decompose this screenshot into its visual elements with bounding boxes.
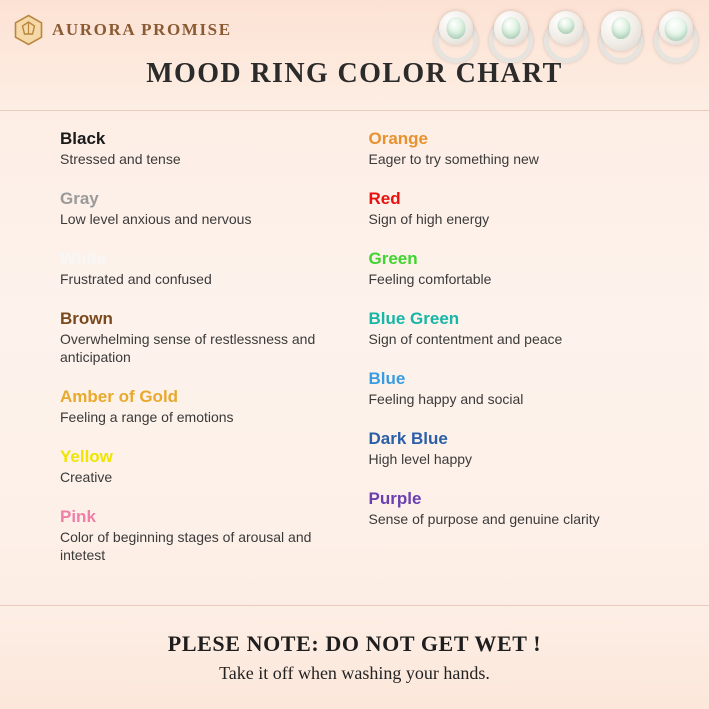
color-name: Pink (60, 507, 96, 526)
color-name: Yellow (60, 447, 113, 466)
color-list (0, 111, 709, 597)
color-name: Gray (60, 189, 99, 208)
color-meaning: Frustrated and confused (60, 271, 212, 287)
color-entry (60, 387, 345, 426)
brand (14, 14, 232, 46)
color-meaning: Eager to try something new (368, 151, 539, 167)
page-header (0, 0, 709, 111)
color-name: Blue Green (368, 309, 460, 328)
color-name: Green (368, 249, 418, 268)
color-meaning: Overwhelming sense of restlessness and anticipation (60, 331, 316, 365)
ring-photo-5 (652, 3, 701, 65)
color-meaning: Creative (60, 469, 113, 485)
hexagon-gem-icon (14, 14, 43, 46)
footer-note (0, 605, 709, 709)
color-entry (369, 429, 690, 468)
color-entry (60, 249, 345, 288)
color-meaning: Feeling happy and social (368, 391, 524, 407)
color-name: White (60, 249, 107, 268)
note-heading: PLESE NOTE: DO NOT GET WET ! (167, 631, 542, 656)
color-meaning: Stressed and tense (60, 151, 181, 167)
color-name: Amber of Gold (60, 387, 179, 406)
color-meaning: Sign of high energy (368, 211, 490, 227)
ring-photo-3 (541, 3, 590, 65)
color-name: Orange (368, 129, 429, 148)
color-name: Black (60, 129, 106, 148)
color-meaning: Feeling comfortable (368, 271, 492, 287)
color-entry (369, 489, 690, 528)
ring-photo-1 (431, 3, 480, 65)
note-subtext: Take it off when washing your hands. (219, 663, 490, 683)
color-entry (369, 249, 690, 288)
color-meaning: Sign of contentment and peace (368, 331, 563, 347)
color-column-left (0, 129, 355, 597)
color-entry (60, 447, 345, 486)
color-entry (369, 129, 690, 168)
brand-name: AURORA PROMISE (52, 20, 232, 39)
color-meaning: Color of beginning stages of arousal and intetest (60, 529, 312, 563)
color-name: Blue (368, 369, 406, 388)
page-title: MOOD RING COLOR CHART (146, 58, 563, 89)
ring-photo-4 (597, 3, 646, 65)
color-entry (60, 189, 345, 228)
color-entry (369, 189, 690, 228)
color-name: Dark Blue (368, 429, 448, 448)
color-meaning: Low level anxious and nervous (60, 211, 252, 227)
color-name: Purple (368, 489, 422, 508)
color-entry (60, 129, 345, 168)
color-meaning: High level happy (368, 451, 473, 467)
color-name: Brown (60, 309, 113, 328)
color-name: Red (368, 189, 401, 208)
color-entry (369, 309, 690, 348)
ring-photo-2 (486, 3, 535, 65)
color-entry (60, 507, 345, 564)
color-entry (369, 369, 690, 408)
color-meaning: Sense of purpose and genuine clarity (368, 511, 600, 527)
color-entry (60, 309, 345, 366)
color-column-right (355, 129, 709, 597)
color-meaning: Feeling a range of emotions (60, 409, 234, 425)
